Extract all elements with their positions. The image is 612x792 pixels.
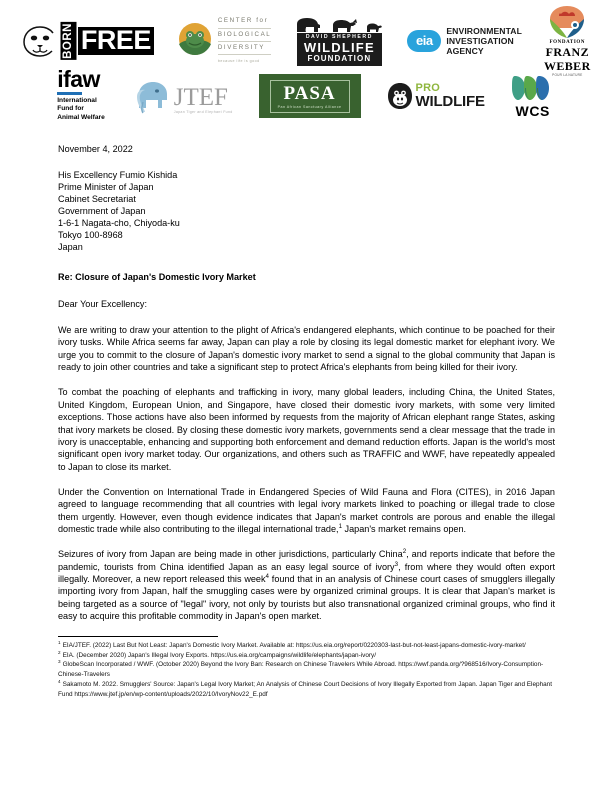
pro-wildlife-word-2: WILDLIFE [415,93,485,110]
address-line-3: Cabinet Secretariat [58,194,136,204]
lion-face-icon [21,24,59,58]
address-line-4: Government of Japan [58,206,146,216]
ffw-line-1: FONDATION [549,40,586,46]
footnote-3 [58,660,555,679]
dswf-line-3: FOUNDATION [307,54,372,64]
ifaw-sub-line-2: Fund for [57,105,84,113]
paragraph-4-text-c: , from where they would often export illegally. Moreover, a new report released this week [58,561,555,585]
logo-wcs [511,74,555,119]
logo-ifaw [57,66,105,123]
paragraph-3-text-b: Japan's market remains open. [342,524,467,535]
address-line-1: His Excellency Fumio Kishida [58,170,178,180]
footnote-1 [58,641,555,651]
pro-wildlife-word-1: PRO [415,82,440,94]
eia-wordmark [446,26,522,56]
logo-row-2 [0,66,612,122]
paragraph-2: To combat the poaching of elephants and trafficking in ivory, many global leaders, including China, the United States, United Kingdom, European Union, and Singapore, have closed their domestic ivory markets, with some very limited exceptions. Those actions have also been informed by requests from the majority of African elephant range States, asking that ivory markets be closed. By closing these domestic ivory markets, governments send a clear message that the trade in ivory is unacceptable, enhancing and supporting both enforcement and demand reduction efforts. Japan is the world's most significant open ivory market today. Our organizations, and others such as TRAFFIC and WWF, have repeatedly appealed to Japan to close its market. [58,387,555,472]
paragraph-4-text-a: Seizures of ivory from Japan are being made in other jurisdictions, particularly China [58,549,403,560]
footnote-1-text: EIA/JTEF. (2022) Last But Not Least: Japan's Domestic Ivory Market. Available at: https://us.eia.org/report/0220303-last-but-not-least-japans-domestic-ivory-market/ [62,642,526,649]
letter-subject-line: Re: Closure of Japan's Domestic Ivory Market [58,272,256,282]
logo-environmental-investigation-agency [407,26,522,56]
footnote-ref-3[interactable]: 3 [394,560,399,568]
footnote-4-text: Sakamoto M. 2022. Smugglers' Source: Japan's Legal Ivory Market; An Analysis of Chinese Court Decisions of Ivory Illegally Exported from Japan. Japan Tiger and Elephant Fund https://www.jtef.jp/en/wp-content/uploads/2022/10/IvoryNov22_E.pdf [58,680,553,698]
jtef-letters-text: JTEF [173,83,228,111]
ifaw-subtitle [57,97,105,123]
ifaw-wordmark: ifaw [57,66,100,93]
cbd-line-1: CENTER for [218,15,271,28]
eia-line-3: AGENCY [446,46,484,57]
dswf-wordmark [297,33,382,66]
elephant-rhino-silhouette-icon [293,16,385,33]
footnote-separator-rule [58,636,218,637]
address-line-7: Japan [58,242,83,252]
eia-monogram-icon: eia [407,30,441,52]
pasa-letters-text: PASA [283,83,336,104]
pasa-subtitle: Pan African Sanctuary Alliance [277,105,342,109]
letter-salutation: Dear Your Excellency: [58,299,147,309]
footnotes-section [58,636,555,699]
address-line-6: Tokyo 100-8968 [58,230,123,240]
address-line-2: Prime Minister of Japan [58,182,154,192]
logo-pasa [259,74,361,118]
ffw-line-4: POUR LA NATURE [552,72,583,77]
paragraph-4 [58,548,555,622]
ifaw-sub-line-3: Animal Welfare [57,114,105,122]
paragraph-1: We are writing to draw your attention to the plight of Africa's endangered elephants, which continue to be poached for their ivory tusks. While Africa seems far away, Japan can play a role by closing its legal domestic market for elephant ivory. We urge you to commit to the closure of Japan's domestic ivory market to send a signal to the global community that Japan is ready to join other countries and take a significant step to protect Africa's elephants from being killed for their ivory. [58,325,555,373]
jtef-wordmark [173,83,233,114]
dswf-line-2: WILDLIFE [303,40,375,56]
footnote-ref-1[interactable]: 1 [338,523,343,530]
logo-jtef [131,78,233,114]
ifaw-sub-line-1: International [57,96,97,104]
footnote-2 [58,651,555,661]
footnote-3-number: 3 [58,659,61,665]
born-free-wordmark [61,22,154,60]
wcs-leaf-w-icon [511,74,555,102]
dswf-line-1: DAVID SHEPHERD [305,33,373,40]
footnote-4 [58,680,555,699]
logo-center-biological-diversity [176,15,271,67]
footnote-1-number: 1 [58,639,61,645]
footnote-4-number: 4 [58,678,61,684]
ffw-line-2: FRANZ [545,45,589,60]
cbd-line-2: BIOLOGICAL [218,29,271,42]
logo-pro-wildlife [387,82,485,110]
footnote-2-number: 2 [58,649,61,655]
recipient-address [58,169,555,253]
ifaw-divider [57,92,82,95]
wcs-wordmark: WCS [515,102,550,119]
paragraph-4-text-d: found that in an analysis of Chinese court cases of smugglers illegally importing ivory from Japan, half the smuggling cases were by organized criminal groups. It is clear that Japan's market is being targeted as a source of "legal" ivory, not only by tourists but also transnational organized criminal groups, who find it easy to acquire this profitable commodity in Japan's open market. [58,574,555,622]
logo-fondation-franz-weber [544,5,591,76]
address-line-5: 1-6-1 Nagata-cho, Chiyoda-ku [58,218,180,228]
logo-born-free [21,22,154,60]
eia-line-2: INVESTIGATION [446,35,514,46]
ffw-line-3: WEBER [543,58,591,73]
footnote-ref-2[interactable]: 2 [402,548,407,556]
footnote-2-text: EIA. (December 2020) Japan's Illegal Ivory Exports. https://us.eia.org/campaigns/wildlife/elephants/japan-ivory/ [62,651,377,659]
born-free-text-main: FREE [78,27,154,56]
gorilla-head-icon [387,82,413,110]
logo-row-1 [0,14,612,77]
nature-globe-icon [547,5,587,39]
elephant-tiger-icon [131,78,173,114]
footnote-3-text: GlobeScan Incorporated / WWF. (October 2020) Beyond the Ivory Ban: Research on Chinese Travelers While Abroad. https://wwf.panda.org/?968516/Ivory-Consumption-Chinese-Travelers [58,661,544,679]
letter-body [58,143,555,636]
born-free-text-top: BORN [61,22,77,60]
letter-date: November 4, 2022 [58,144,133,154]
cbd-wordmark [218,15,271,67]
cbd-tagline: because life is good [217,59,260,64]
paragraph-3-text-a: Under the Convention on International Trade in Endangered Species of Wild Fauna and Flora (CITES), in 2016 Japan agreed to language recommending that all countries with legal ivory markets linked to poaching or illegal trade to close them urgently. However, even though evidence indicates that Japan's market controls are porous and enable the illegal domestic trade while also contributing to the illegal international trade, [58,486,555,535]
pro-wildlife-wordmark [416,83,485,109]
pasa-wordmark [270,80,350,113]
frog-circle-icon [176,20,214,63]
eia-line-1: ENVIRONMENTAL [446,25,522,36]
cbd-line-3: DIVERSITY [218,42,271,55]
logo-david-shepherd-wildlife-foundation [293,16,385,66]
footnote-ref-4[interactable]: 4 [265,573,269,581]
paragraph-4-text-b: , and reports indicate that before the pandemic, tourists from China identified Japan as an easy legal source of ivory [58,549,556,572]
paragraph-3 [58,486,555,535]
signatory-logo-banner [0,14,612,122]
jtef-subtitle: Japan Tiger and Elephant Fund [173,110,233,114]
